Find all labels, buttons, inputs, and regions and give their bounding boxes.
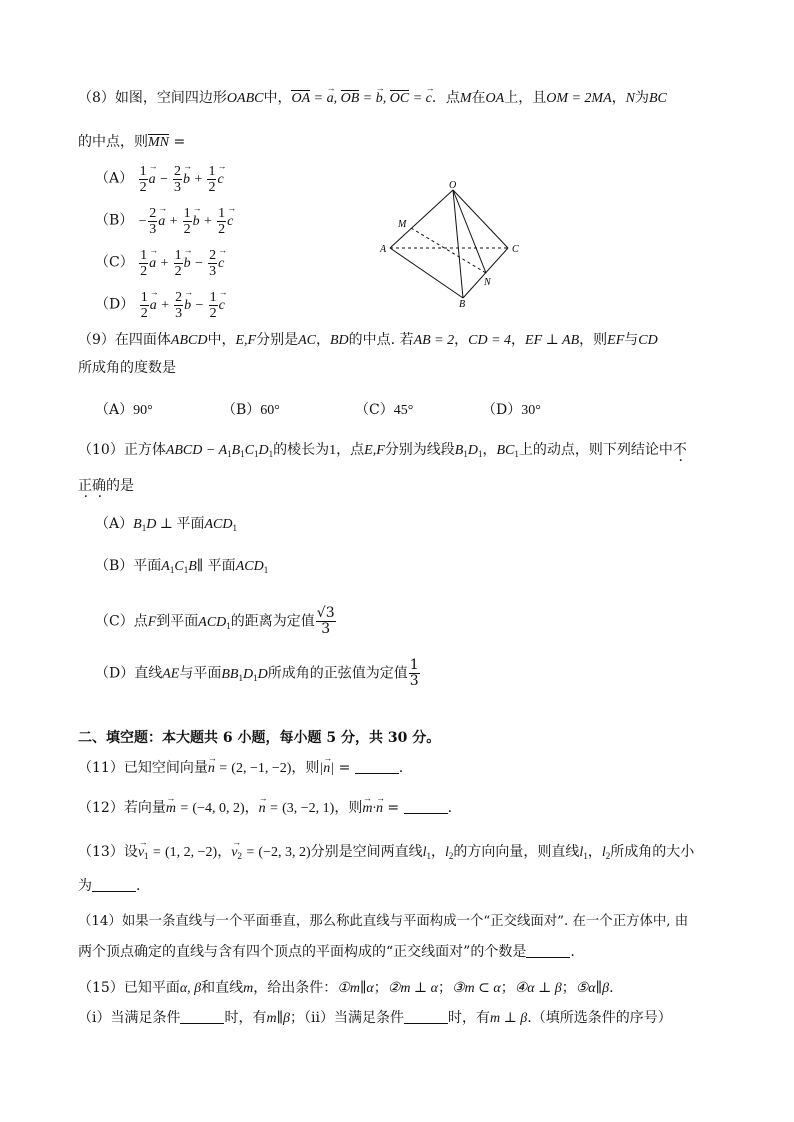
q10-option-d: （D）直线AE与平面$BB_1D_1D$所成角的正弦值为定值 $\frac{1}{3}$: [95, 657, 419, 689]
q8-tetrahedron-figure: [370, 178, 540, 308]
section-fill-in-heading: 二、填空题：本大题共 6 小题，每小题 5 分，共 30 分。: [78, 730, 441, 746]
q15-line1: （15）已知平面α, β和直线m，给出条件：①m∥α；②m ⊥ α；③m ⊂ α；④α ⊥ β；⑤α∥β.: [78, 980, 614, 996]
one-over-3: $\frac{1}{3}$: [409, 657, 419, 689]
q13-line2: 为 .: [78, 878, 141, 894]
sqrt3-over-3: $\frac{√3}{3}$: [316, 605, 335, 637]
q8-option-b: （B） − $\frac{2}{3}$ a → + $\frac{1}{2}$ b → + $\frac{1}{2}$ c →: [95, 206, 233, 237]
q15-line2: （i）当满足条件 时，有m∥β；（ii）当满足条件 时，有m ⊥ β.（填所选条件的序号）: [78, 1010, 672, 1026]
q15-blank-i[interactable]: [180, 1009, 224, 1024]
q11: （11）已知空间向量n → = (2, −1, −2)，则|n →| = .: [78, 758, 403, 779]
q10-stem-line2: 正确的是: [78, 478, 134, 494]
label-a: A: [380, 244, 387, 255]
q14-line1: （14）如果一条直线与一个平面垂直，那么称此直线与平面构成一个“正交线面对”. 在一个正方体中, 由: [78, 914, 689, 929]
q15-blank-ii[interactable]: [404, 1009, 448, 1024]
q8-stem: （8）如图，空间四边形OABC中，OA = a →, OB = b →, OC = c →．点M在OA上，且OM = 2MA，N为BC: [78, 88, 667, 109]
q10-cube-name: ABCD − $A_1B_1C_1D_1$: [165, 443, 274, 459]
segment-on: [453, 190, 486, 273]
q13: （13）设$v_1$ → = (1, 2, −2)，$v_2$ → = (−2, 3, 2)分别是空间两直线$l_1$，$l_2$的方向向量，则直线$l_1$，$l_2$所成角的大小: [78, 842, 694, 866]
q9-option-c: （C）45°: [355, 402, 414, 418]
q10-option-a: $(A)B_1D$ ⊥ 平面$ACD_1$: [95, 516, 237, 533]
q8-vector-mn: MN: [148, 133, 169, 153]
label-m: M: [398, 219, 407, 230]
q8-option-a: （A） $\frac{1}{2}$ a → − $\frac{2}{3}$ b → + $\frac{1}{2}$ c →: [95, 164, 224, 195]
q10-stem: （10）正方体ABCD − $A_1B_1C_1D_1$的棱长为1，点E,F分别为线段$B_1D_1$，$BC_1$上的动点，则下列结论中不: [78, 442, 687, 459]
q9-option-a: （A）90°: [95, 402, 153, 418]
q8-option-c: （C） $\frac{1}{2}$ a → + $\frac{1}{2}$ b → − $\frac{2}{3}$ c →: [95, 248, 224, 279]
q14-answer-blank[interactable]: [526, 943, 570, 958]
q9-stem: （9）在四面体ABCD中，E,F分别是AC，BD的中点. 若AB = 2，CD = 4，EF ⊥ AB，则EF与CD: [78, 332, 658, 348]
q13-answer-blank[interactable]: [92, 877, 136, 892]
q12-answer-blank[interactable]: [404, 799, 448, 814]
label-b: B: [459, 299, 466, 308]
q14-line2: 两个顶点确定的直线与含有四个顶点的平面构成的“正交线面对”的个数是 .: [78, 944, 575, 960]
label-n: N: [484, 277, 491, 288]
q11-answer-blank[interactable]: [355, 759, 399, 774]
q8-option-d: （D） $\frac{1}{2}$ a → + $\frac{2}{3}$ b → − $\frac{1}{2}$ c →: [95, 290, 225, 321]
edge-ab: [390, 248, 463, 298]
label-o: O: [449, 180, 457, 191]
q9-option-b: （B）60°: [222, 402, 280, 418]
label-c: C: [512, 244, 519, 255]
edge-oc: [453, 190, 508, 248]
q10-option-c: （C）点F到平面$ACD_1$的距离为定值 $\frac{√3}{3}$: [95, 605, 335, 637]
q12: （12）若向量m → = (−4, 0, 2)，n → = (3, −2, 1)，则m →·n → = .: [78, 798, 452, 819]
q10-option-b: （B）平面$A_1C_1B\parallel$ 平面$ACD_1$: [95, 558, 269, 575]
segment-mn-dashed: [411, 228, 486, 273]
edge-ob: [453, 190, 463, 298]
q8-vector-defs: OA = a →, OB = b →, OC = c →: [291, 91, 431, 106]
q8-stem-line2: 的中点，则MN =: [78, 132, 185, 153]
q9-option-d: （D）30°: [482, 402, 541, 418]
q9-stem-line2: 所成角的度数是: [78, 360, 176, 376]
